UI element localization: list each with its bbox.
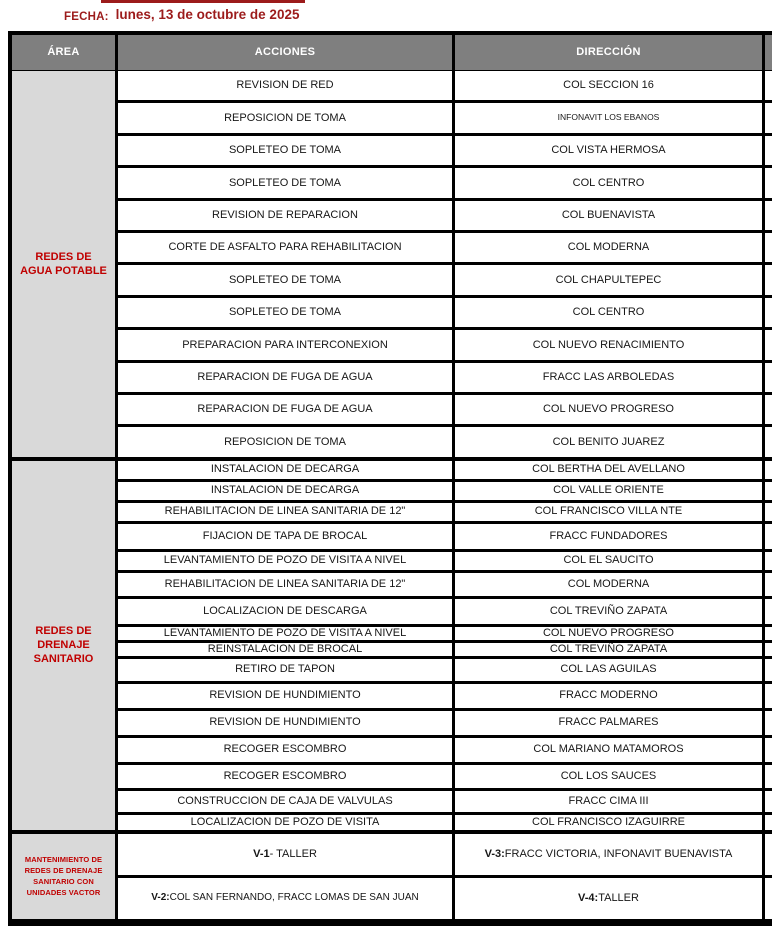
table-section-sec-vactor bbox=[12, 833, 772, 922]
table-header-row bbox=[12, 35, 772, 70]
direction-text: COL MODERNA bbox=[567, 241, 650, 254]
action-cell bbox=[118, 834, 455, 878]
cutoff-column-cell bbox=[765, 834, 772, 878]
action-text: COL SAN FERNANDO, FRACC LOMAS DE SAN JUAN bbox=[169, 892, 419, 904]
action-text: SOPLETEO DE TOMA bbox=[228, 144, 342, 157]
action-text: RECOGER ESCOMBRO bbox=[223, 769, 347, 782]
cutoff-column-cell bbox=[765, 168, 772, 200]
action-cell bbox=[118, 168, 455, 200]
area-cell bbox=[12, 834, 118, 922]
action-cell bbox=[118, 738, 455, 765]
direction-text: COL TREVIÑO ZAPATA bbox=[549, 604, 668, 617]
action-text: LEVANTAMIENTO DE POZO DE VISITA A NIVEL bbox=[163, 626, 407, 639]
cutoff-column-cell bbox=[765, 738, 772, 765]
action-cell bbox=[118, 659, 455, 684]
cutoff-column-cell bbox=[765, 201, 772, 233]
action-cell bbox=[118, 298, 455, 330]
action-cell bbox=[118, 878, 455, 922]
cutoff-column-cell bbox=[765, 599, 772, 627]
direction-text: FRACC FUNDADORES bbox=[549, 529, 668, 542]
cutoff-column-cell bbox=[765, 427, 772, 459]
direction-text: COL VISTA HERMOSA bbox=[551, 144, 666, 157]
cutoff-column-cell bbox=[765, 482, 772, 503]
action-text: LEVANTAMIENTO DE POZO DE VISITA A NIVEL bbox=[163, 554, 407, 567]
direction-text: COL CENTRO bbox=[572, 306, 645, 319]
cutoff-column-cell bbox=[765, 627, 772, 643]
action-cell bbox=[118, 363, 455, 395]
action-cell bbox=[118, 265, 455, 297]
cutoff-column-cell bbox=[765, 684, 772, 711]
direction-text: FRACC VICTORIA, INFONAVIT BUENAVISTA bbox=[504, 847, 733, 860]
vactor-unit-label: V-1 bbox=[253, 847, 270, 860]
direction-cell bbox=[455, 395, 765, 427]
direction-text: COL LAS AGUILAS bbox=[560, 663, 657, 676]
direction-cell bbox=[455, 482, 765, 503]
action-cell bbox=[118, 684, 455, 711]
action-cell bbox=[118, 103, 455, 135]
action-cell bbox=[118, 201, 455, 233]
cutoff-column-cell bbox=[765, 524, 772, 552]
action-cell bbox=[118, 552, 455, 573]
direction-cell bbox=[455, 233, 765, 265]
direction-text: TALLER bbox=[598, 891, 639, 904]
action-text: REPOSICION DE TOMA bbox=[224, 435, 346, 448]
direction-cell bbox=[455, 168, 765, 200]
direction-text: FRACC PALMARES bbox=[558, 716, 659, 729]
cutoff-column-cell bbox=[765, 878, 772, 922]
direction-cell bbox=[455, 684, 765, 711]
fecha-label: FECHA: bbox=[64, 11, 109, 23]
action-text: INSTALACION DE DECARGA bbox=[210, 484, 360, 497]
direction-text: COL MODERNA bbox=[567, 577, 650, 590]
direction-cell bbox=[455, 573, 765, 599]
cutoff-column-cell bbox=[765, 136, 772, 168]
direction-cell bbox=[455, 363, 765, 395]
action-text: REVISION DE HUNDIMIENTO bbox=[209, 689, 361, 702]
date-line bbox=[64, 7, 299, 25]
direction-cell bbox=[455, 627, 765, 643]
action-text: REHABILITACION DE LINEA SANITARIA DE 12" bbox=[164, 577, 406, 590]
direction-cell bbox=[455, 599, 765, 627]
action-text: INSTALACION DE DECARGA bbox=[210, 463, 360, 476]
cutoff-column-cell bbox=[765, 298, 772, 330]
area-label: REDES DE AGUA POTABLE bbox=[20, 250, 107, 277]
direction-cell bbox=[455, 738, 765, 765]
action-cell bbox=[118, 627, 455, 643]
action-cell bbox=[118, 815, 455, 833]
action-cell bbox=[118, 330, 455, 362]
action-text: REVISION DE REPARACION bbox=[212, 208, 358, 221]
direction-cell bbox=[455, 71, 765, 103]
action-text: REVISION DE HUNDIMIENTO bbox=[209, 716, 361, 729]
direction-cell bbox=[455, 552, 765, 573]
action-cell bbox=[118, 482, 455, 503]
action-cell bbox=[118, 71, 455, 103]
action-text: REVISION DE RED bbox=[236, 79, 334, 92]
cutoff-column-cell bbox=[765, 765, 772, 791]
direction-text: COL LOS SAUCES bbox=[560, 769, 657, 782]
vactor-unit-label: V-4: bbox=[578, 891, 599, 904]
cutoff-column-cell bbox=[765, 395, 772, 427]
vactor-unit-label: V-2: bbox=[151, 892, 170, 904]
direction-text: COL BUENAVISTA bbox=[561, 208, 656, 221]
table-section-sec-drenaje bbox=[12, 460, 772, 833]
action-cell bbox=[118, 599, 455, 627]
column-header-direccion: DIRECCIÓN bbox=[455, 35, 765, 70]
area-label: MANTENIMIENTO DE REDES DE DRENAJE SANITARIO CON UNIDADES VACTOR bbox=[24, 854, 103, 898]
area-cell bbox=[12, 461, 118, 833]
action-cell bbox=[118, 136, 455, 168]
direction-cell bbox=[455, 711, 765, 738]
direction-cell bbox=[455, 834, 765, 878]
direction-cell bbox=[455, 791, 765, 815]
cutoff-column-cell bbox=[765, 233, 772, 265]
direction-cell bbox=[455, 265, 765, 297]
action-text: REHABILITACION DE LINEA SANITARIA DE 12" bbox=[164, 505, 406, 518]
action-text: REPARACION DE FUGA DE AGUA bbox=[197, 403, 373, 416]
direction-text: COL BENITO JUAREZ bbox=[552, 435, 665, 448]
column-header-acciones: ACCIONES bbox=[118, 35, 455, 70]
direction-text: COL MARIANO MATAMOROS bbox=[533, 743, 684, 756]
direction-text: COL TREVIÑO ZAPATA bbox=[549, 642, 668, 655]
cutoff-column-cell bbox=[765, 461, 772, 482]
direction-cell bbox=[455, 643, 765, 659]
action-text: SOPLETEO DE TOMA bbox=[228, 176, 342, 189]
cutoff-column-cell bbox=[765, 330, 772, 362]
direction-text: INFONAVIT LOS EBANOS bbox=[557, 112, 660, 123]
direction-text: FRACC CIMA III bbox=[568, 794, 649, 807]
direction-text: COL SECCION 16 bbox=[563, 79, 654, 92]
cutoff-column-cell bbox=[765, 711, 772, 738]
cutoff-column-cell bbox=[765, 573, 772, 599]
direction-text: COL NUEVO PROGRESO bbox=[542, 403, 674, 416]
direction-text: COL VALLE ORIENTE bbox=[553, 484, 664, 497]
column-header-area: ÁREA bbox=[12, 35, 118, 70]
action-cell bbox=[118, 643, 455, 659]
table-section-sec-agua bbox=[12, 70, 772, 460]
direction-text: FRACC MODERNO bbox=[559, 689, 658, 702]
vactor-unit-label: V-3: bbox=[484, 847, 505, 860]
direction-cell bbox=[455, 330, 765, 362]
direction-cell bbox=[455, 878, 765, 922]
cutoff-column-cell bbox=[765, 265, 772, 297]
cutoff-column-cell bbox=[765, 71, 772, 103]
action-text: SOPLETEO DE TOMA bbox=[228, 306, 342, 319]
direction-text: COL EL SAUCITO bbox=[563, 554, 654, 567]
action-cell bbox=[118, 395, 455, 427]
area-label: REDES DE DRENAJE SANITARIO bbox=[33, 624, 94, 666]
cropped-title-remnant bbox=[101, 0, 305, 3]
cutoff-column-cell bbox=[765, 503, 772, 524]
action-text: RETIRO DE TAPON bbox=[235, 663, 335, 676]
direction-cell bbox=[455, 201, 765, 233]
cutoff-column-cell bbox=[765, 659, 772, 684]
action-text: REINSTALACION DE BROCAL bbox=[207, 642, 363, 655]
direction-cell bbox=[455, 103, 765, 135]
action-text: REPARACION DE FUGA DE AGUA bbox=[197, 370, 373, 383]
cutoff-column-cell bbox=[765, 643, 772, 659]
direction-cell bbox=[455, 524, 765, 552]
report-table bbox=[8, 31, 772, 926]
direction-cell bbox=[455, 659, 765, 684]
action-text: CONSTRUCCION DE CAJA DE VALVULAS bbox=[177, 794, 393, 807]
direction-cell bbox=[455, 815, 765, 833]
direction-text: FRACC LAS ARBOLEDAS bbox=[542, 370, 675, 383]
direction-text: COL CENTRO bbox=[572, 176, 645, 189]
direction-text: COL FRANCISCO VILLA NTE bbox=[534, 505, 683, 518]
direction-text: COL FRANCISCO IZAGUIRRE bbox=[532, 815, 685, 828]
column-header-cutoff bbox=[765, 35, 772, 70]
direction-cell bbox=[455, 427, 765, 459]
action-text: CORTE DE ASFALTO PARA REHABILITACION bbox=[168, 241, 402, 254]
direction-text: COL BERTHA DEL AVELLANO bbox=[532, 463, 685, 476]
fecha-value: lunes, 13 de octubre de 2025 bbox=[115, 7, 300, 22]
action-text: PREPARACION PARA INTERCONEXION bbox=[182, 338, 388, 351]
cutoff-column-cell bbox=[765, 552, 772, 573]
direction-text: COL CHAPULTEPEC bbox=[555, 273, 662, 286]
action-cell bbox=[118, 233, 455, 265]
action-cell bbox=[118, 791, 455, 815]
action-text: - TALLER bbox=[269, 847, 317, 860]
direction-cell bbox=[455, 461, 765, 482]
cutoff-column-cell bbox=[765, 103, 772, 135]
direction-text: COL NUEVO RENACIMIENTO bbox=[532, 338, 685, 351]
action-cell bbox=[118, 765, 455, 791]
cutoff-column-cell bbox=[765, 815, 772, 833]
action-text: FIJACION DE TAPA DE BROCAL bbox=[202, 529, 368, 542]
direction-cell bbox=[455, 765, 765, 791]
action-text: REPOSICION DE TOMA bbox=[224, 111, 346, 124]
area-cell bbox=[12, 71, 118, 460]
direction-cell bbox=[455, 136, 765, 168]
direction-cell bbox=[455, 503, 765, 524]
direction-cell bbox=[455, 298, 765, 330]
action-text: LOCALIZACION DE POZO DE VISITA bbox=[190, 815, 380, 828]
action-text: RECOGER ESCOMBRO bbox=[223, 743, 347, 756]
action-cell bbox=[118, 524, 455, 552]
cutoff-column-cell bbox=[765, 363, 772, 395]
action-cell bbox=[118, 427, 455, 459]
action-cell bbox=[118, 503, 455, 524]
action-text: LOCALIZACION DE DESCARGA bbox=[203, 604, 367, 617]
action-text: SOPLETEO DE TOMA bbox=[228, 273, 342, 286]
cutoff-column-cell bbox=[765, 791, 772, 815]
action-cell bbox=[118, 461, 455, 482]
action-cell bbox=[118, 573, 455, 599]
action-cell bbox=[118, 711, 455, 738]
direction-text: COL NUEVO PROGRESO bbox=[542, 626, 674, 639]
